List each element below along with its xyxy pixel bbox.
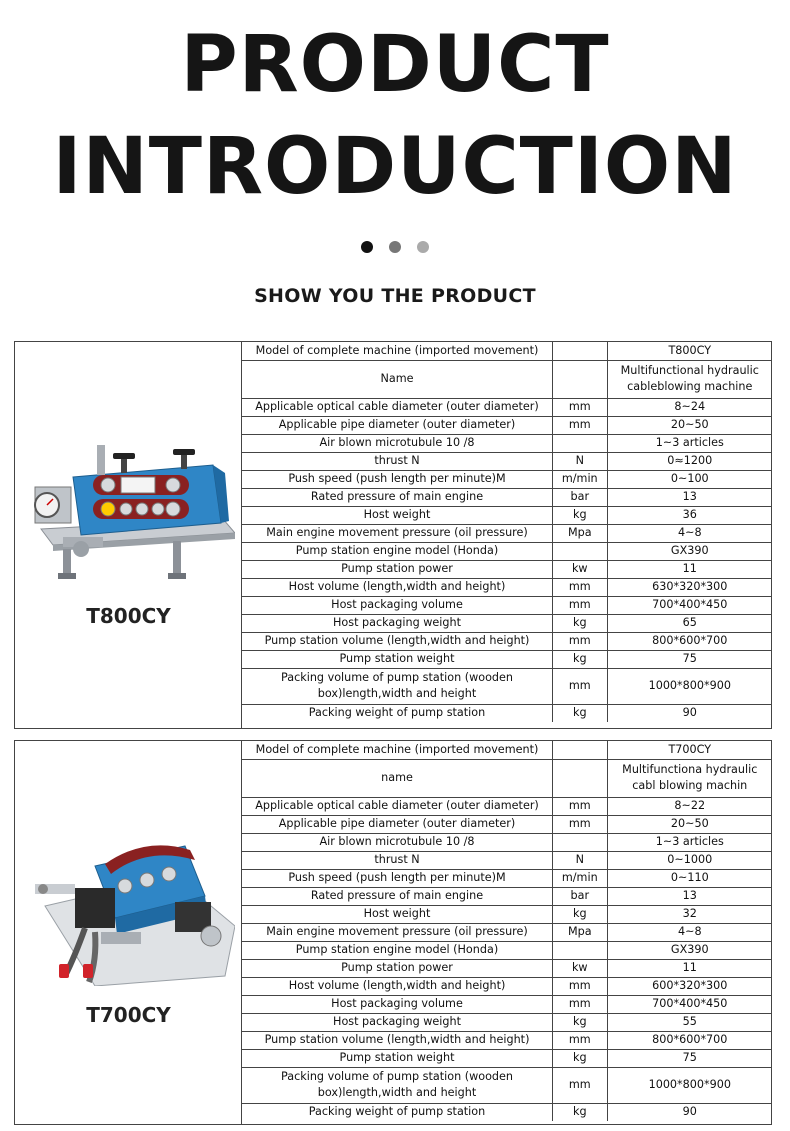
spec-param: Applicable optical cable diameter (outer diameter) [242,398,553,416]
spec-unit [553,741,608,759]
spec-value: 4~8 [607,524,772,542]
spec-param: Air blown microtubule 10 /8 [242,833,553,851]
product-image-cell [15,741,242,1124]
spec-value: 700*400*450 [607,596,772,614]
spec-value: 1~3 articles [607,434,772,452]
spec-row [242,650,772,668]
spec-param: Host weight [242,506,553,524]
spec-row [242,815,772,833]
spec-value: GX390 [607,542,772,560]
spec-value: 90 [607,1103,772,1121]
spec-param: Rated pressure of main engine [242,887,553,905]
spec-value: 600*320*300 [607,977,772,995]
spec-value: 11 [607,560,772,578]
spec-row [242,668,772,704]
spec-value: T700CY [607,741,772,759]
spec-param: Air blown microtubule 10 /8 [242,434,553,452]
spec-row [242,1067,772,1103]
spec-param: Host packaging volume [242,596,553,614]
spec-row [242,741,772,759]
spec-param: Pump station power [242,560,553,578]
spec-param: Pump station volume (length,width and height) [242,632,553,650]
product-model-label: T800CY [86,604,171,628]
spec-param: Packing weight of pump station [242,704,553,722]
spec-value: 11 [607,959,772,977]
spec-value: 20~50 [607,815,772,833]
spec-row [242,923,772,941]
spec-unit [553,360,608,398]
spec-value: 75 [607,1049,772,1067]
spec-unit: mm [553,578,608,596]
spec-param: Push speed (push length per minute)M [242,470,553,488]
spec-row [242,759,772,797]
spec-unit: kg [553,506,608,524]
spec-value: 700*400*450 [607,995,772,1013]
spec-value: GX390 [607,941,772,959]
spec-param: Packing volume of pump station (wooden box)length,width and height [242,1067,553,1103]
spec-row [242,524,772,542]
spec-param: Host volume (length,width and height) [242,977,553,995]
spec-unit [553,542,608,560]
spec-value: 90 [607,704,772,722]
spec-value: 13 [607,887,772,905]
spec-value: 65 [607,614,772,632]
spec-param: Applicable pipe diameter (outer diameter) [242,815,553,833]
spec-value: 32 [607,905,772,923]
spec-param: Pump station engine model (Honda) [242,542,553,560]
product-block-t800cy [14,341,772,729]
spec-value: 20~50 [607,416,772,434]
spec-row [242,1103,772,1121]
spec-param: Host packaging weight [242,1013,553,1031]
spec-row [242,560,772,578]
spec-value: Multifunctiona hydraulic cabl blowing machin [607,759,772,797]
spec-param: name [242,759,553,797]
spec-value: 13 [607,488,772,506]
carousel-dot-icon[interactable] [417,241,429,253]
spec-row [242,869,772,887]
spec-unit: mm [553,815,608,833]
spec-row [242,398,772,416]
spec-row [242,1013,772,1031]
spec-row [242,434,772,452]
spec-value: 800*600*700 [607,632,772,650]
spec-param: Applicable optical cable diameter (outer diameter) [242,797,553,815]
spec-param: Model of complete machine (imported movement) [242,741,553,759]
spec-row [242,596,772,614]
spec-unit: mm [553,1031,608,1049]
spec-unit: kg [553,614,608,632]
spec-param: Main engine movement pressure (oil pressure) [242,923,553,941]
spec-value: 36 [607,506,772,524]
spec-row [242,360,772,398]
spec-row [242,452,772,470]
page-title-line-1: PRODUCT [180,20,610,110]
spec-param: Host packaging volume [242,995,553,1013]
spec-row [242,614,772,632]
spec-unit [553,941,608,959]
spec-param: Main engine movement pressure (oil pressure) [242,524,553,542]
spec-value: 4~8 [607,923,772,941]
spec-unit: bar [553,488,608,506]
spec-param: Model of complete machine (imported movement) [242,342,553,360]
spec-param: Host packaging weight [242,614,553,632]
spec-param: Pump station weight [242,1049,553,1067]
spec-row [242,506,772,524]
spec-unit: mm [553,668,608,704]
t700cy-machine-image [35,836,235,986]
spec-unit: Mpa [553,524,608,542]
spec-unit [553,342,608,360]
spec-unit: m/min [553,869,608,887]
spec-value: 8~22 [607,797,772,815]
spec-param: Name [242,360,553,398]
spec-unit: kg [553,704,608,722]
spec-value: 75 [607,650,772,668]
spec-unit: kg [553,905,608,923]
spec-row [242,905,772,923]
spec-param: thrust N [242,851,553,869]
spec-param: Rated pressure of main engine [242,488,553,506]
spec-value: 1000*800*900 [607,668,772,704]
section-subtitle: SHOW YOU THE PRODUCT [254,285,536,307]
spec-unit: mm [553,995,608,1013]
spec-unit: kw [553,959,608,977]
spec-unit: mm [553,977,608,995]
spec-row [242,578,772,596]
spec-unit: N [553,452,608,470]
spec-row [242,704,772,722]
spec-row [242,977,772,995]
spec-param: Pump station engine model (Honda) [242,941,553,959]
spec-unit: N [553,851,608,869]
spec-value: 1000*800*900 [607,1067,772,1103]
spec-unit: m/min [553,470,608,488]
spec-row [242,887,772,905]
spec-param: Host weight [242,905,553,923]
spec-param: Host volume (length,width and height) [242,578,553,596]
spec-unit: mm [553,596,608,614]
spec-unit: mm [553,1067,608,1103]
spec-unit: mm [553,797,608,815]
spec-value: 8~24 [607,398,772,416]
spec-unit: kw [553,560,608,578]
spec-unit [553,759,608,797]
spec-unit: kg [553,650,608,668]
spec-param: Pump station weight [242,650,553,668]
carousel-dot-active-icon[interactable] [361,241,373,253]
spec-param: Pump station power [242,959,553,977]
spec-row [242,959,772,977]
spec-value: Multifunctional hydraulic cableblowing machine [607,360,772,398]
spec-value: 0~110 [607,869,772,887]
spec-unit: kg [553,1049,608,1067]
spec-unit: mm [553,416,608,434]
spec-table [242,741,772,1121]
spec-unit: kg [553,1103,608,1121]
spec-row [242,542,772,560]
spec-row [242,1031,772,1049]
spec-value: 0~1000 [607,851,772,869]
spec-row [242,851,772,869]
spec-value: 55 [607,1013,772,1031]
spec-unit [553,434,608,452]
spec-value: 0~100 [607,470,772,488]
spec-unit: Mpa [553,923,608,941]
t800cy-machine-image [23,437,235,587]
spec-row [242,488,772,506]
spec-unit: kg [553,1013,608,1031]
spec-unit: mm [553,632,608,650]
spec-param: Applicable pipe diameter (outer diameter) [242,416,553,434]
spec-row [242,1049,772,1067]
spec-param: Packing weight of pump station [242,1103,553,1121]
spec-value: 0≈1200 [607,452,772,470]
page-title-line-2: INTRODUCTION [52,122,738,212]
spec-row [242,833,772,851]
carousel-indicator [0,241,790,255]
spec-param: Push speed (push length per minute)M [242,869,553,887]
spec-row [242,797,772,815]
spec-row [242,416,772,434]
carousel-dot-icon[interactable] [389,241,401,253]
spec-value: T800CY [607,342,772,360]
spec-unit: mm [553,398,608,416]
spec-param: Pump station volume (length,width and height) [242,1031,553,1049]
spec-value: 630*320*300 [607,578,772,596]
spec-row [242,941,772,959]
spec-row [242,342,772,360]
spec-row [242,995,772,1013]
spec-row [242,632,772,650]
spec-param: Packing volume of pump station (wooden box)length,width and height [242,668,553,704]
spec-table [242,342,772,722]
spec-value: 800*600*700 [607,1031,772,1049]
product-block-t700cy [14,740,772,1125]
product-image-cell [15,342,242,728]
spec-value: 1~3 articles [607,833,772,851]
spec-unit: bar [553,887,608,905]
spec-unit [553,833,608,851]
product-model-label: T700CY [86,1003,171,1027]
spec-row [242,470,772,488]
spec-param: thrust N [242,452,553,470]
